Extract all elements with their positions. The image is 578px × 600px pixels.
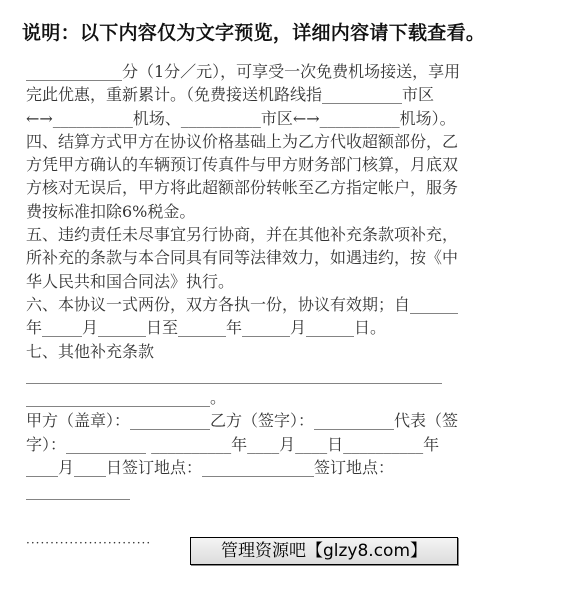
document-line: ←→__________机场、__________市区←→__________机场）。	[26, 108, 456, 128]
document-line: ____________________________________________________	[26, 364, 442, 384]
document-line: 四、结算方式甲方在协议价格基础上为乙方代收超额部份，乙	[26, 131, 459, 151]
document-line: 六、本协议一式两份，双方各执一份，协议有效期；自______	[26, 294, 459, 314]
document-line: 字）：__________ __________年____月____日__________年	[26, 434, 440, 454]
document-line: _____________	[26, 481, 130, 501]
document-line: 五、违约责任未尽事宜另行协商，并在其他补充条款项补充，	[26, 225, 459, 245]
document-line: 所补充的条款与本合同具有同等法律效力，如遇违约，按《中	[26, 248, 459, 268]
dotted-separator: ··························	[26, 536, 152, 550]
document-line: 七、其他补充条款	[26, 341, 155, 361]
document-line: _______________________。	[26, 388, 227, 408]
document-line: 方凭甲方确认的车辆预订传真件与甲方财务部门核算，月底双	[26, 155, 459, 175]
document-line: 甲方（盖章）：__________乙方（签字）：__________代表（签	[26, 411, 459, 431]
document-line: 华人民共和国合同法》执行。	[26, 271, 235, 291]
preview-notice: 说明：以下内容仅为文字预览，详细内容请下载查看。	[22, 22, 486, 44]
document-line: ____月____日签订地点：______________签订地点：	[26, 458, 395, 478]
document-body	[26, 60, 554, 503]
document-line: 完此优惠，重新累计。（免费接送机路线指__________市区	[26, 85, 435, 105]
document-line: 年_____月______日至______年______月______日。	[26, 318, 387, 338]
document-line: ____________分（1分／元），可享受一次免费机场接送，享用	[26, 62, 461, 81]
site-link-button[interactable]: 管理资源吧【glzy8.com】	[190, 537, 458, 565]
document-line: 费按标准扣除6%税金。	[26, 201, 196, 221]
document-line: 方核对无误后，甲方将此超额部份转帐至乙方指定帐户，服务	[26, 178, 459, 198]
